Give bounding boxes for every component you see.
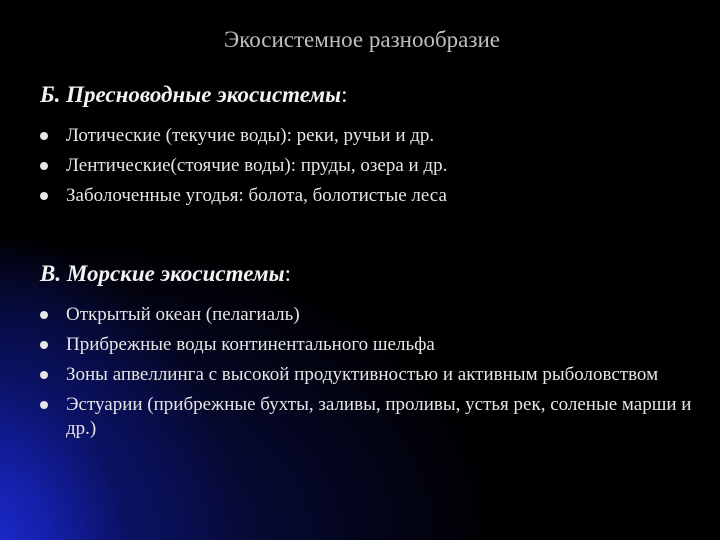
bullet-icon xyxy=(40,162,48,170)
list-item-text: Лентические(стоячие воды): пруды, озера и др. xyxy=(66,155,448,176)
section-heading-marine-colon: : xyxy=(284,261,291,286)
slide-title: Экосистемное разнообразие xyxy=(224,27,500,52)
freshwater-list xyxy=(40,124,700,214)
list-item-text: Заболоченные угодья: болота, болотистые леса xyxy=(66,185,447,206)
section-heading-freshwater-text: Б. Пресноводные экосистемы xyxy=(40,82,342,107)
bullet-icon xyxy=(40,311,48,319)
list-item-text: Эстуарии (прибрежные бухты, заливы, проливы, устья рек, соленые марши и др.) xyxy=(66,394,692,439)
list-item xyxy=(40,363,700,387)
list-item-text: Прибрежные воды континентального шельфа xyxy=(66,334,435,355)
bullet-icon xyxy=(40,371,48,379)
bullet-icon xyxy=(40,132,48,140)
section-heading-freshwater-colon: : xyxy=(341,82,348,107)
list-item xyxy=(40,393,700,441)
marine-list xyxy=(40,303,700,447)
list-item xyxy=(40,333,700,357)
bullet-icon xyxy=(40,192,48,200)
list-item-text: Открытый океан (пелагиаль) xyxy=(66,304,300,325)
list-item xyxy=(40,124,700,148)
section-heading-freshwater xyxy=(40,82,348,108)
list-item xyxy=(40,154,700,178)
list-item-text: Зоны апвеллинга с высокой продуктивностью и активным рыболовством xyxy=(66,364,659,385)
list-item xyxy=(40,303,700,327)
list-item-text: Лотические (текучие воды): реки, ручьи и др. xyxy=(66,125,435,146)
bullet-icon xyxy=(40,341,48,349)
section-heading-marine xyxy=(40,261,291,287)
bullet-icon xyxy=(40,401,48,409)
section-heading-marine-text: В. Морские экосистемы xyxy=(40,261,285,286)
list-item xyxy=(40,184,700,208)
